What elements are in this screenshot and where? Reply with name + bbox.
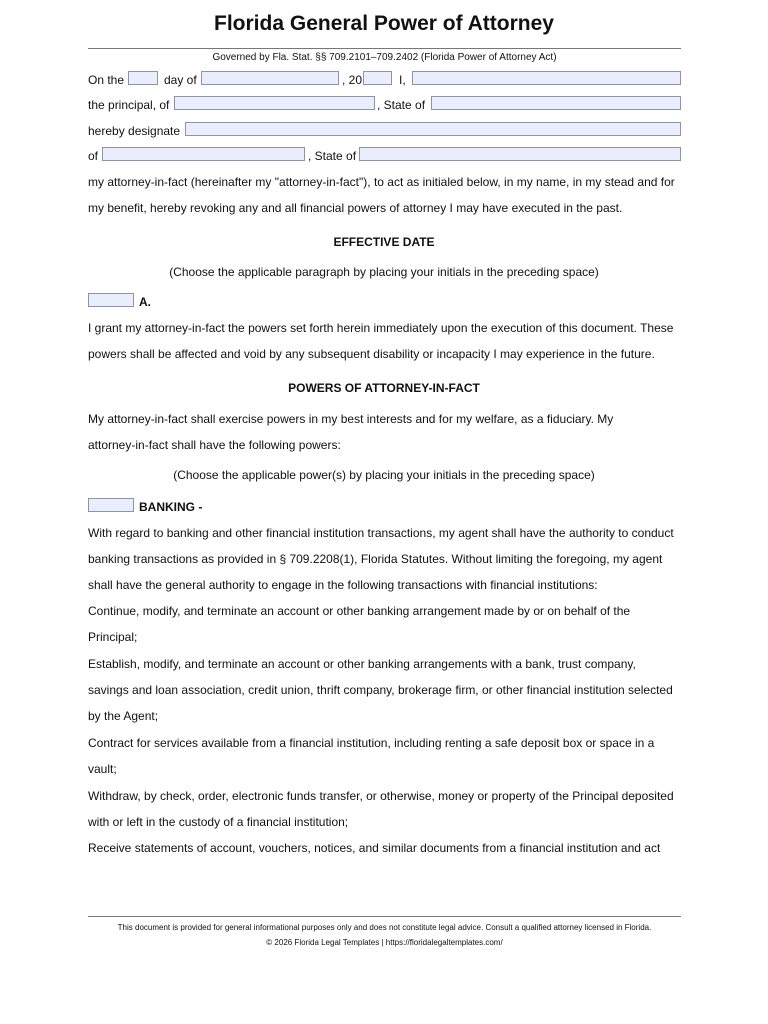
banking-line: Contract for services available from a financial institution, including renting a safe deposit box or space in a (88, 736, 655, 750)
day-field[interactable] (128, 71, 158, 85)
effective-date-body-line: I grant my attorney-in-fact the powers set forth herein immediately upon the execution of this document. These (88, 321, 674, 335)
principal-name-field[interactable] (412, 71, 681, 85)
attorney-name-field[interactable] (185, 122, 681, 136)
powers-instruction: (Choose the applicable power(s) by placing your initials in the preceding space) (173, 468, 595, 482)
banking-line: Establish, modify, and terminate an account or other banking arrangements with a bank, trust company, (88, 657, 636, 671)
banking-line: Principal; (88, 630, 138, 644)
banking-line: savings and loan association, credit union, thrift company, brokerage firm, or other financial institution selected (88, 683, 673, 697)
label-of: of (88, 149, 99, 163)
month-field[interactable] (201, 71, 339, 85)
label-i: I, (399, 73, 406, 87)
initials-banking-field[interactable] (88, 498, 134, 512)
statute-subtitle: Governed by Fla. Stat. §§ 709.2101–709.2402 (Florida Power of Attorney Act) (212, 52, 557, 63)
banking-line: by the Agent; (88, 709, 159, 723)
banking-line: shall have the general authority to engage in the following transactions with financial institutions: (88, 578, 598, 592)
banking-line: banking transactions as provided in § 709.2208(1), Florida Statutes. Without limiting the foregoing, my agent (88, 552, 663, 566)
year-field[interactable] (363, 71, 392, 85)
banking-line: Withdraw, by check, order, electronic funds transfer, or otherwise, money or property of the Principal deposited (88, 789, 674, 803)
banking-line: Receive statements of account, vouchers, notices, and similar documents from a financial institution and act (88, 841, 661, 855)
principal-state-field[interactable] (431, 96, 681, 110)
principal-city-field[interactable] (174, 96, 375, 110)
intro-line: my benefit, hereby revoking any and all financial powers of attorney I may have executed in the past. (88, 201, 623, 215)
label-principal-of: the principal, of (88, 98, 170, 112)
label-year-prefix: , 20 (342, 73, 363, 87)
attorney-city-field[interactable] (102, 147, 305, 161)
effective-date-heading: EFFECTIVE DATE (333, 235, 435, 249)
powers-intro-line: attorney-in-fact shall have the following powers: (88, 438, 341, 452)
label-attorney-state-of: , State of (308, 149, 357, 163)
powers-intro-line: My attorney-in-fact shall exercise powers in my best interests and for my welfare, as a fiduciary. My (88, 412, 614, 426)
label-state-of: , State of (377, 98, 426, 112)
footer-copyright: © 2026 Florida Legal Templates | https://floridalegaltemplates.com/ (266, 938, 503, 947)
label-day-of: day of (164, 73, 197, 87)
attorney-state-field[interactable] (359, 147, 681, 161)
label-hereby-designate: hereby designate (88, 124, 181, 138)
intro-line: my attorney-in-fact (hereinafter my "attorney-in-fact"), to act as initialed below, in my name, in my stead and for (88, 175, 675, 189)
banking-line: vault; (88, 762, 117, 776)
powers-heading: POWERS OF ATTORNEY-IN-FACT (288, 381, 480, 395)
effective-date-instruction: (Choose the applicable paragraph by placing your initials in the preceding space) (169, 265, 599, 279)
option-a-label: A. (139, 295, 151, 309)
banking-line: Continue, modify, and terminate an account or other banking arrangement made by or on behalf of the (88, 604, 631, 618)
banking-line: With regard to banking and other financial institution transactions, my agent shall have the authority to conduct (88, 526, 674, 540)
initials-option-a-field[interactable] (88, 293, 134, 307)
banking-line: with or left in the custody of a financial institution; (88, 815, 349, 829)
header-divider (88, 48, 681, 49)
footer-divider (88, 916, 681, 917)
document-title: Florida General Power of Attorney (214, 12, 554, 35)
banking-label: BANKING - (139, 500, 203, 514)
label-on-the: On the (88, 73, 125, 87)
effective-date-body-line: powers shall be affected and void by any subsequent disability or incapacity I may experience in the future. (88, 347, 655, 361)
footer-disclaimer: This document is provided for general informational purposes only and does not constitute legal advice. Consult a qualified attorney licensed in Florida. (117, 923, 652, 932)
